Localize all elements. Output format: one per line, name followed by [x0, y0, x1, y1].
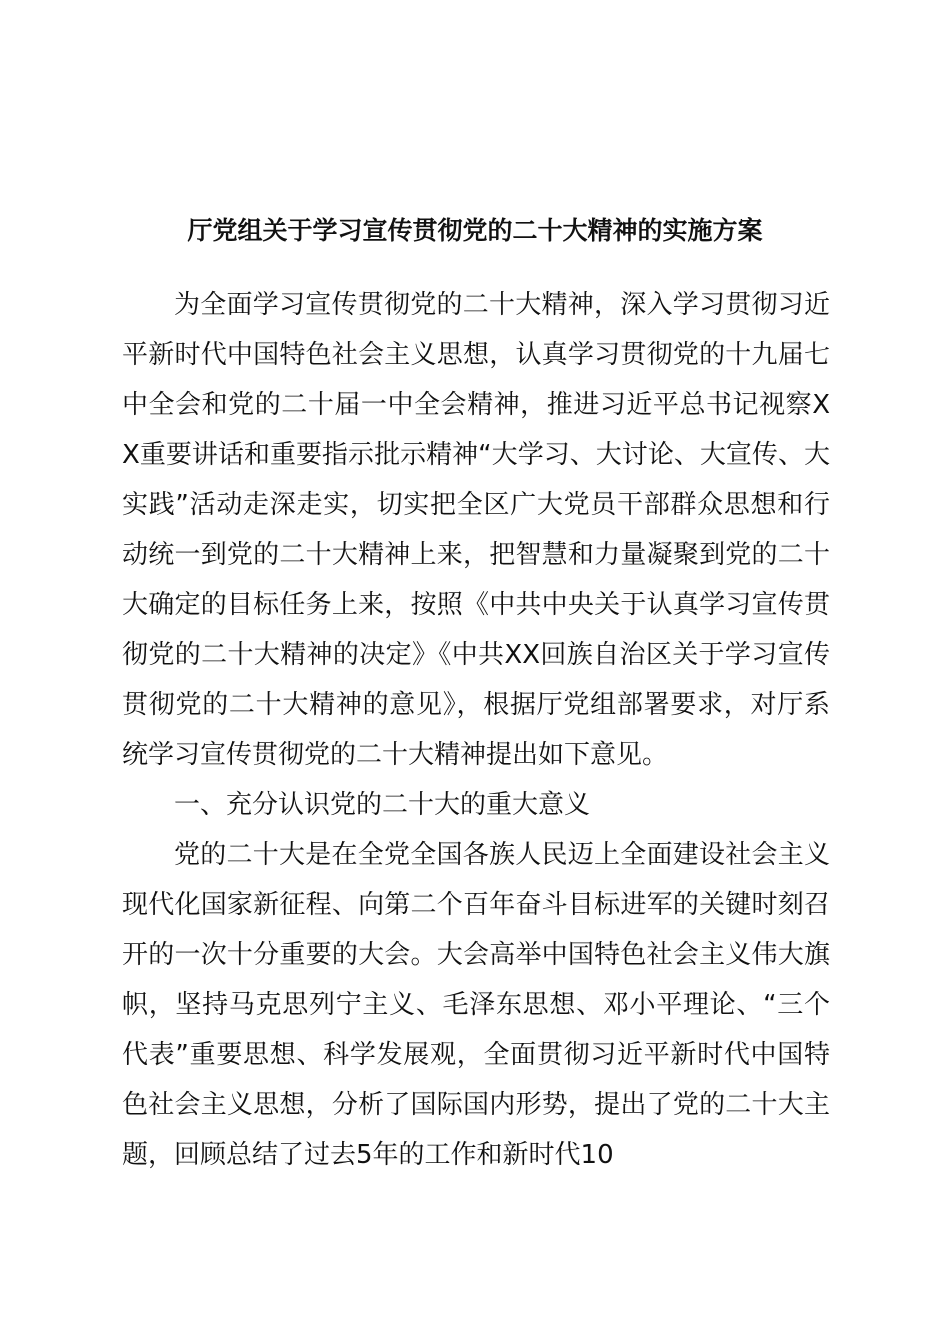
document-body: [122, 280, 830, 1180]
document-title: 厅党组关于学习宣传贯彻党的二十大精神的实施方案: [187, 216, 763, 245]
section-1-paragraph: 党的二十大是在全党全国各族人民迈上全面建设社会主义现代化国家新征程、向第二个百年奋斗目标进军的关键时刻召开的一次十分重要的大会。大会高举中国特色社会主义伟大旗帜，坚持马克思列宁主义、毛泽东思想、邓小平理论、“三个代表”重要思想、科学发展观，全面贯彻习近平新时代中国特色社会主义思想，分析了国际国内形势，提出了党的二十大主题，回顾总结了过去5年的工作和新时代10: [122, 840, 830, 1170]
intro-paragraph: 为全面学习宣传贯彻党的二十大精神，深入学习贯彻习近平新时代中国特色社会主义思想，认真学习贯彻党的十九届七中全会和党的二十届一中全会精神，推进习近平总书记视察XX重要讲话和重要指示批示精神“大学习、大讨论、大宣传、大实践”活动走深走实，切实把全区广大党员干部群众思想和行动统一到党的二十大精神上来，把智慧和力量凝聚到党的二十大确定的目标任务上来，按照《中共中央关于认真学习宣传贯彻党的二十大精神的决定》《中共XX回族自治区关于学习宣传贯彻党的二十大精神的意见》，根据厅党组部署要求，对厅系统学习宣传贯彻党的二十大精神提出如下意见。: [122, 290, 830, 770]
section-heading-1: 一、充分认识党的二十大的重大意义: [174, 790, 591, 820]
